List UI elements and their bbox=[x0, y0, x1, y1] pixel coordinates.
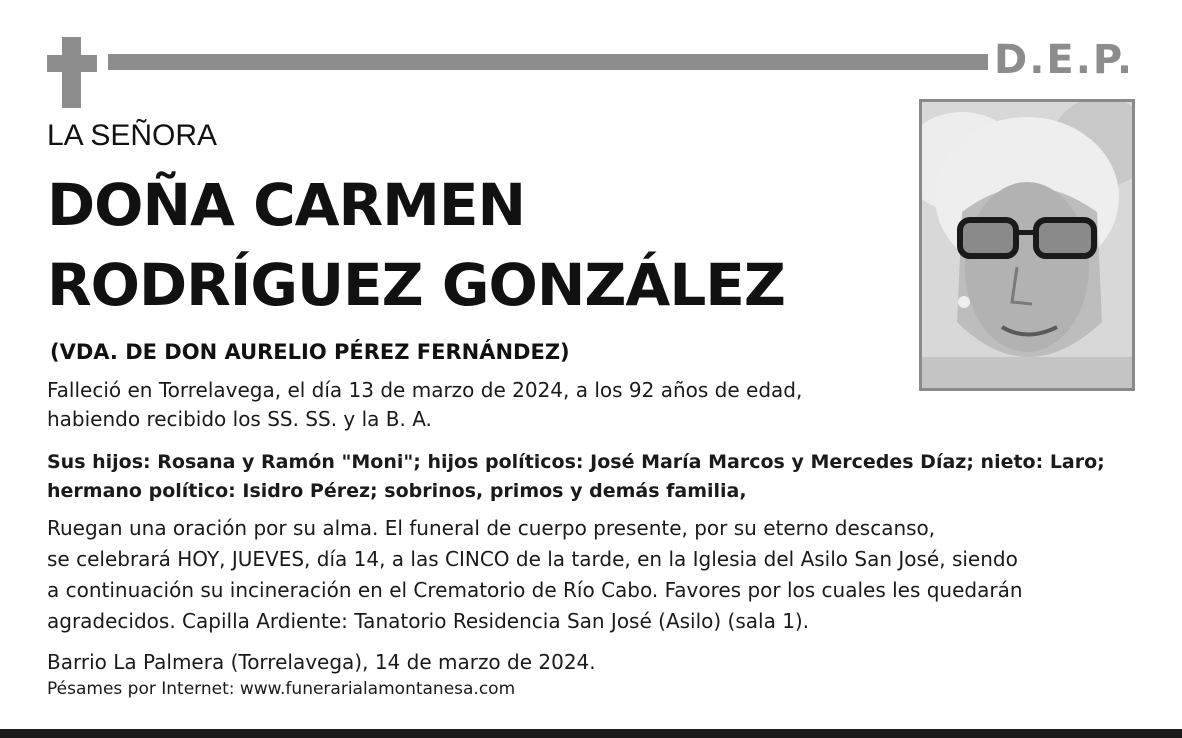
family-line2: hermano político: Isidro Pérez; sobrinos, primos y demás familia, bbox=[47, 480, 747, 502]
dep-heading: D.E.P. bbox=[994, 37, 1135, 83]
funeral-line3: a continuación su incineración en el Crematorio de Río Cabo. Favores por los cuales les quedarán bbox=[47, 578, 1023, 602]
widow-of-line: (VDA. DE DON AURELIO PÉREZ FERNÁNDEZ) bbox=[50, 340, 570, 364]
deceased-portrait-photo bbox=[919, 99, 1135, 391]
death-info-line2: habiendo recibido los SS. SS. y la B. A. bbox=[47, 407, 432, 431]
title-label: LA SEÑORA bbox=[47, 119, 218, 152]
deceased-name-line2: RODRÍGUEZ GONZÁLEZ bbox=[47, 251, 785, 319]
death-info-line1: Falleció en Torrelavega, el día 13 de marzo de 2024, a los 92 años de edad, bbox=[47, 378, 803, 402]
condolences-line: Pésames por Internet: www.funerarialamontanesa.com bbox=[47, 679, 516, 699]
bottom-rule bbox=[0, 729, 1182, 738]
place-date-line: Barrio La Palmera (Torrelavega), 14 de marzo de 2024. bbox=[47, 650, 596, 674]
funeral-line1: Ruegan una oración por su alma. El funeral de cuerpo presente, por su eterno descanso, bbox=[47, 516, 936, 540]
deceased-name-line1: DOÑA CARMEN bbox=[47, 171, 526, 239]
funeral-line4: agradecidos. Capilla Ardiente: Tanatorio Residencia San José (Asilo) (sala 1). bbox=[47, 609, 810, 633]
header-rule bbox=[108, 54, 988, 70]
family-line1: Sus hijos: Rosana y Ramón "Moni"; hijos políticos: José María Marcos y Mercedes Díaz; nieto: Laro; bbox=[47, 451, 1105, 473]
cross-icon bbox=[47, 37, 97, 108]
funeral-line2: se celebrará HOY, JUEVES, día 14, a las CINCO de la tarde, en la Iglesia del Asilo San José, siendo bbox=[47, 547, 1018, 571]
